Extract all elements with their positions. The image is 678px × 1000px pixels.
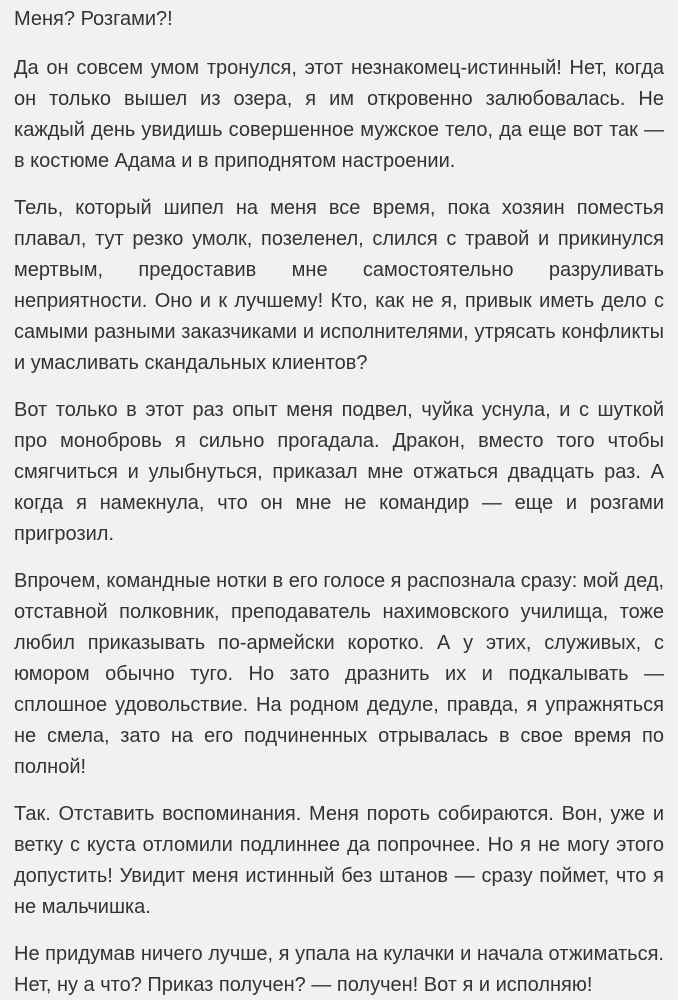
paragraph-1: Меня? Розгами?! <box>14 8 173 30</box>
paragraph-4: Вот только в этот раз опыт меня подвел, чуйка уснула, и с шуткой про монобровь я сильно прогадала. Дракон, вместо того чтобы смягчиться и улыбнуться, приказал мне отжаться двадцать раз. А когда я намекнула, что он мне не командир — еще и розгами пригрозил. <box>14 399 664 545</box>
paragraph-6: Так. Отставить воспоминания. Меня пороть собираются. Вон, уже и ветку с куста отломили подлиннее да попрочнее. Но я не могу этого допустить! Увидит меня истинный без штанов — сразу поймет, что я не мальчишка. <box>14 803 664 918</box>
paragraph-5: Впрочем, командные нотки в его голосе я распознала сразу: мой дед, отставной полковник, преподаватель нахимовского училища, тоже любил приказывать по-армейски коротко. А у этих, служивых, с юмором обычно туго. Но зато дразнить их и подкалывать — сплошное удовольствие. На родном дедуле, правда, я упражняться не смела, зато на его подчиненных отрывалась в свое время по полной! <box>14 570 664 778</box>
paragraph-3: Тель, который шипел на меня все время, пока хозяин поместья плавал, тут резко умолк, позеленел, слился с травой и прикинулся мертвым, предоставив мне самостоятельно разруливать неприятности. Оно и к лучшему! Кто, как не я, привык иметь дело с самыми разными заказчиками и исполнителями, утрясать конфликты и умасливать скандальных клиентов? <box>14 197 664 374</box>
paragraph-7: Не придумав ничего лучше, я упала на кулачки и начала отжиматься. Нет, ну а что? Приказ получен? — получен! Вот я и исполняю! <box>14 943 664 996</box>
paragraph-2: Да он совсем умом тронулся, этот незнакомец-истинный! Нет, когда он только вышел из озера, я им откровенно залюбовалась. Не каждый день увидишь совершенное мужское тело, да еще вот так — в костюме Адама и в приподнятом настроении. <box>14 57 664 172</box>
